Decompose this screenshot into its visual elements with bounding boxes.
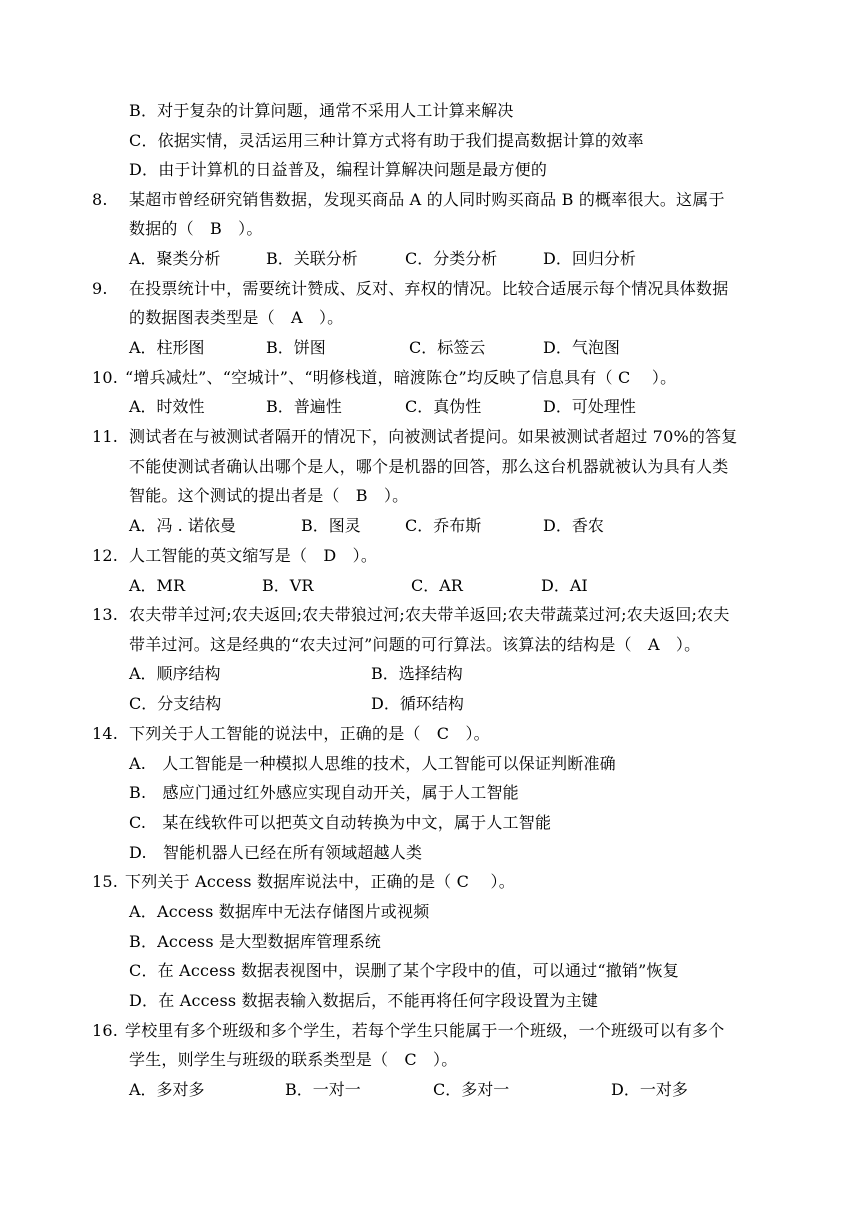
q9-option-a: A．柱形图	[129, 338, 205, 357]
q15-option-d: D．在 Access 数据表输入数据后，不能再将任何字段设置为主键	[129, 991, 598, 1010]
q12-option-d: D．AI	[541, 576, 588, 595]
q9-option-d: D．气泡图	[543, 338, 620, 357]
q12-number: 12.	[92, 546, 119, 565]
q14-option-c: C. 某在线软件可以把英文自动转换为中文，属于人工智能	[129, 813, 552, 832]
q16-option-d: D．一对多	[611, 1080, 688, 1099]
q16-option-b: B．一对一	[285, 1080, 361, 1099]
q11-stem-line3: 智能。这个测试的提出者是（ B ）。	[129, 486, 409, 505]
q8-option-d: D．回归分析	[543, 249, 636, 268]
q8-number: 8.	[92, 190, 108, 209]
q15-number: 15.	[92, 872, 119, 891]
q9-option-c: C．标签云	[409, 338, 486, 357]
q16-option-a: A．多对多	[129, 1080, 205, 1099]
q13-number: 13.	[92, 605, 119, 624]
q14-number: 14.	[92, 724, 119, 743]
q8-option-a: A．聚类分析	[129, 249, 221, 268]
q12-stem-line1: 人工智能的英文缩写是（ D ）。	[129, 546, 378, 565]
q13-option-b: B．选择结构	[371, 664, 463, 683]
q12-option-c: C．AR	[411, 576, 463, 595]
q8-option-b: B．关联分析	[266, 249, 358, 268]
q16-stem-line1: 学校里有多个班级和多个学生，若每个学生只能属于一个班级，一个班级可以有多个	[125, 1021, 725, 1040]
q16-stem-line2: 学生，则学生与班级的联系类型是（ C ）。	[129, 1050, 458, 1069]
q13-option-c: C．分支结构	[129, 694, 222, 713]
q11-option-b: B．图灵	[301, 516, 361, 535]
q7-option-d: D．由于计算机的日益普及，编程计算解决问题是最方便的	[129, 160, 548, 179]
q10-option-b: B．普遍性	[266, 397, 342, 416]
q7-option-c: C．依据实情，灵活运用三种计算方式将有助于我们提高数据计算的效率	[129, 131, 644, 150]
q11-stem-line1: 测试者在与被测试者隔开的情况下，向被测试者提问。如果被测试者超过 70%的答复	[129, 427, 738, 446]
q16-option-c: C．多对一	[433, 1080, 510, 1099]
q9-stem-line2: 的数据图表类型是（ A ）。	[129, 308, 344, 327]
q10-number: 10.	[92, 368, 119, 387]
q11-option-a: A．冯 . 诺依曼	[129, 516, 236, 535]
q15-stem-line1: 下列关于 Access 数据库说法中，正确的是（ C ）。	[125, 872, 515, 891]
q14-option-d: D. 智能机器人已经在所有领域超越人类	[129, 843, 423, 862]
q15-option-a: A．Access 数据库中无法存储图片或视频	[129, 902, 430, 921]
q10-stem-line1: “增兵减灶”、“空城计”、“明修栈道，暗渡陈仓”均反映了信息具有（ C ）。	[125, 368, 677, 387]
q10-option-d: D．可处理性	[543, 397, 636, 416]
q10-option-a: A．时效性	[129, 397, 205, 416]
q15-option-b: B．Access 是大型数据库管理系统	[129, 932, 382, 951]
q11-option-d: D．香农	[543, 516, 604, 535]
q13-option-d: D．循环结构	[371, 694, 464, 713]
q12-option-b: B．VR	[262, 576, 314, 595]
q8-option-c: C．分类分析	[405, 249, 498, 268]
q8-stem-line1: 某超市曾经研究销售数据，发现买商品 A 的人同时购买商品 B 的概率很大。这属于	[129, 190, 725, 209]
q14-stem-line1: 下列关于人工智能的说法中，正确的是（ C ）。	[129, 724, 490, 743]
q11-number: 11.	[92, 427, 119, 446]
q8-stem-line2: 数据的（ B ）。	[129, 219, 263, 238]
q16-number: 16.	[92, 1021, 119, 1040]
q9-option-b: B．饼图	[266, 338, 326, 357]
q13-option-a: A．顺序结构	[129, 664, 221, 683]
q11-stem-line2: 不能使测试者确认出哪个是人，哪个是机器的回答，那么这台机器就被认为具有人类	[129, 457, 729, 476]
q13-stem-line2: 带羊过河。这是经典的“农夫过河”问题的可行算法。该算法的结构是（ A ）。	[129, 635, 701, 654]
q14-option-b: B. 感应门通过红外感应实现自动开关，属于人工智能	[129, 783, 519, 802]
q13-stem-line1: 农夫带羊过河;农夫返回;农夫带狼过河;农夫带羊返回;农夫带蔬菜过河;农夫返回;农夫	[129, 605, 730, 624]
q12-option-a: A．MR	[129, 576, 185, 595]
q9-stem-line1: 在投票统计中，需要统计赞成、反对、弃权的情况。比较合适展示每个情况具体数据	[129, 279, 729, 298]
q14-option-a: A. 人工智能是一种模拟人思维的技术，人工智能可以保证判断准确	[129, 754, 616, 773]
q7-option-b: B．对于复杂的计算问题，通常不采用人工计算来解决	[129, 101, 514, 120]
q9-number: 9.	[92, 279, 108, 298]
q15-option-c: C．在 Access 数据表视图中，误删了某个字段中的值，可以通过“撤销”恢复	[129, 961, 679, 980]
q10-option-c: C．真伪性	[405, 397, 482, 416]
q11-option-c: C．乔布斯	[405, 516, 482, 535]
